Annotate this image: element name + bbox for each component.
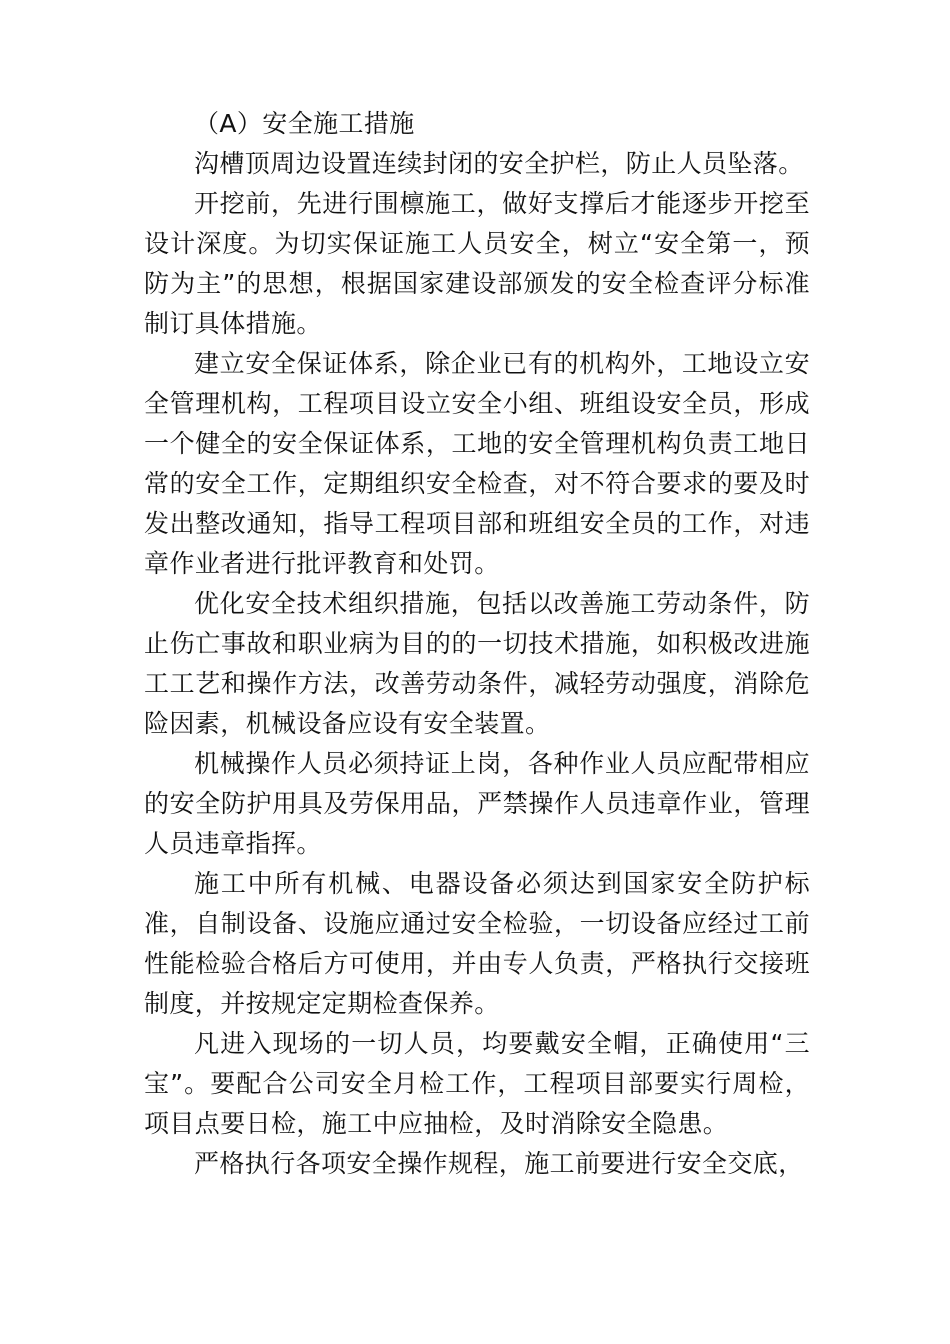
document-body xyxy=(144,104,810,1184)
paragraph: 严格执行各项安全操作规程，施工前要进行安全交底， xyxy=(194,1149,804,1178)
paragraph: 沟槽顶周边设置连续封闭的安全护栏，防止人员坠落。 xyxy=(194,149,804,178)
paragraph: 开挖前，先进行围檩施工，做好支撑后才能逐步开挖至设计深度。为切实保证施工人员安全，树立“安全第一，预防为主”的思想，根据国家建设部颁发的安全检查评分标准制订具体措施。 xyxy=(144,189,810,338)
section-heading: （A）安全施工措施 xyxy=(194,109,415,138)
paragraph: 施工中所有机械、电器设备必须达到国家安全防护标准，自制设备、设施应通过安全检验，一切设备应经过工前性能检验合格后方可使用，并由专人负责，严格执行交接班制度，并按规定定期检查保养。 xyxy=(144,869,810,1018)
paragraph: 优化安全技术组织措施，包括以改善施工劳动条件，防止伤亡事故和职业病为目的的一切技术措施，如积极改进施工工艺和操作方法，改善劳动条件，减轻劳动强度，消除危险因素，机械设备应设有安全装置。 xyxy=(144,589,810,738)
paragraph: 凡进入现场的一切人员，均要戴安全帽，正确使用“三宝”。要配合公司安全月检工作，工程项目部要实行周检，项目点要日检，施工中应抽检，及时消除安全隐患。 xyxy=(144,1029,810,1138)
paragraph: 建立安全保证体系，除企业已有的机构外，工地设立安全管理机构，工程项目设立安全小组、班组设安全员，形成一个健全的安全保证体系，工地的安全管理机构负责工地日常的安全工作，定期组织安全检查，对不符合要求的要及时发出整改通知，指导工程项目部和班组安全员的工作，对违章作业者进行批评教育和处罚。 xyxy=(144,349,810,578)
paragraph: 机械操作人员必须持证上岗，各种作业人员应配带相应的安全防护用具及劳保用品，严禁操作人员违章作业，管理人员违章指挥。 xyxy=(144,749,810,858)
